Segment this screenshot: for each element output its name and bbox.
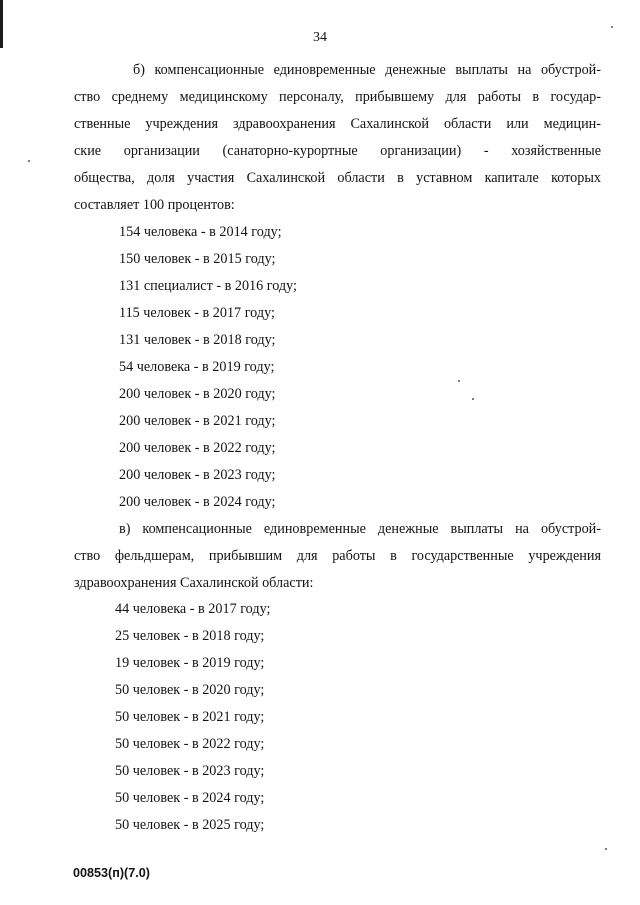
document-code: 00853(п)(7.0) — [73, 866, 150, 880]
list-item: 25 человек - в 2018 году; — [115, 628, 265, 644]
list-item: 154 человека - в 2014 году; — [119, 224, 282, 240]
page-number: 34 — [313, 30, 327, 45]
list-item: 44 человека - в 2017 году; — [115, 601, 271, 617]
list-item: 19 человек - в 2019 году; — [115, 655, 265, 671]
list-item: 50 человек - в 2024 году; — [115, 790, 265, 806]
list-item: 131 человек - в 2018 году; — [119, 332, 276, 348]
list-item: 50 человек - в 2021 году; — [115, 709, 265, 725]
section-v-line-3: здравоохранения Сахалинской области: — [74, 575, 314, 591]
scan-speck — [28, 160, 30, 162]
scan-speck — [605, 848, 607, 850]
list-item: 50 человек - в 2022 году; — [115, 736, 265, 752]
section-b-line-3: ственные учреждения здравоохранения Сахалинской области или медицин- — [74, 116, 601, 132]
section-b-line-6: составляет 100 процентов: — [74, 197, 235, 213]
list-item: 200 человек - в 2022 году; — [119, 440, 276, 456]
section-v-line-1: в) компенсационные единовременные денежные выплаты на обустрой- — [119, 521, 601, 537]
list-item: 115 человек - в 2017 году; — [119, 305, 275, 321]
scan-speck — [472, 398, 474, 400]
list-item: 150 человек - в 2015 году; — [119, 251, 276, 267]
scan-speck — [458, 380, 460, 382]
scan-speck — [611, 26, 613, 28]
section-v-line-2: ство фельдшерам, прибывшим для работы в государственные учреждения — [74, 548, 601, 564]
list-item: 54 человека - в 2019 году; — [119, 359, 275, 375]
list-item: 200 человек - в 2020 году; — [119, 386, 276, 402]
list-item: 200 человек - в 2023 году; — [119, 467, 276, 483]
list-item: 50 человек - в 2025 году; — [115, 817, 265, 833]
list-item: 200 человек - в 2024 году; — [119, 494, 276, 510]
list-item: 131 специалист - в 2016 году; — [119, 278, 297, 294]
list-item: 50 человек - в 2023 году; — [115, 763, 265, 779]
section-b-line-4: ские организации (санаторно-курортные организации) - хозяйственные — [74, 143, 601, 159]
section-b-line-5: общества, доля участия Сахалинской области в уставном капитале которых — [74, 170, 601, 186]
section-b-line-2: ство среднему медицинскому персоналу, прибывшему для работы в государ- — [74, 89, 601, 105]
list-item: 200 человек - в 2021 году; — [119, 413, 276, 429]
list-item: 50 человек - в 2020 году; — [115, 682, 265, 698]
section-b-line-1: б) компенсационные единовременные денежные выплаты на обустрой- — [133, 62, 601, 78]
